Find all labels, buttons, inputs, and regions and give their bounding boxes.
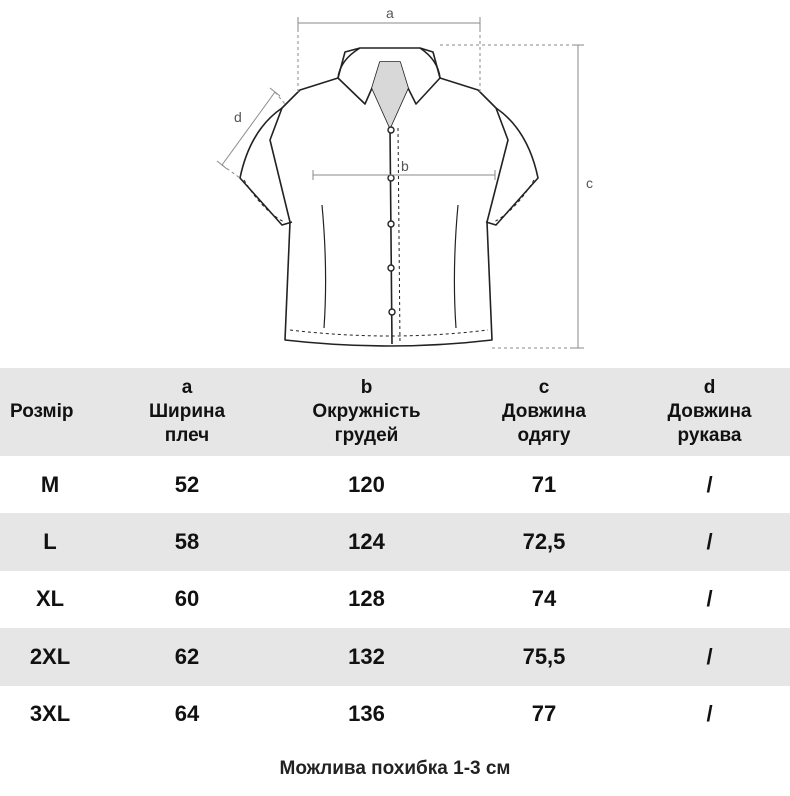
cell-b: 124 <box>348 529 385 555</box>
table-row <box>0 513 790 570</box>
table-row <box>0 628 790 685</box>
cell-b: 136 <box>348 701 385 727</box>
shirt-measurement-diagram <box>0 0 790 360</box>
button-5 <box>389 309 395 315</box>
measure-c-label: c <box>586 175 593 191</box>
cell-a: 60 <box>174 586 200 612</box>
measure-a-label: a <box>386 5 394 21</box>
cell-a: 64 <box>174 701 200 727</box>
cell-d: / <box>706 701 713 727</box>
cell-b: 128 <box>348 586 385 612</box>
cell-c: 72,5 <box>522 529 566 555</box>
cell-size: M <box>40 471 60 497</box>
header-line1: Окружність <box>312 401 421 422</box>
measure-d-line <box>222 92 275 165</box>
button-1 <box>388 127 394 133</box>
header-letter: b <box>360 377 373 398</box>
measure-b-label: b <box>401 158 409 174</box>
cell-c: 74 <box>531 586 557 612</box>
cell-d: / <box>706 471 713 497</box>
measure-d-label: d <box>234 109 242 125</box>
header-col-b <box>274 368 459 456</box>
header-size-label: Розмір <box>10 401 74 422</box>
cell-a: 52 <box>174 471 200 497</box>
header-line2: рукава <box>677 425 742 446</box>
button-4 <box>388 265 394 271</box>
cell-d: / <box>706 586 713 612</box>
header-size <box>0 368 100 456</box>
cell-d: / <box>706 529 713 555</box>
header-line1: Довжина <box>502 401 586 422</box>
cell-d: / <box>706 643 713 669</box>
cell-size: 2XL <box>29 643 71 669</box>
header-line1: Ширина <box>148 401 226 422</box>
header-line2: грудей <box>334 425 399 446</box>
table-header-row <box>0 368 790 456</box>
header-col-d <box>629 368 790 456</box>
header-line2: плеч <box>164 425 210 446</box>
cell-a: 58 <box>174 529 200 555</box>
cell-b: 120 <box>348 471 385 497</box>
button-3 <box>388 221 394 227</box>
table-row <box>0 571 790 628</box>
table-row <box>0 686 790 743</box>
header-letter: a <box>181 377 193 398</box>
cell-c: 77 <box>531 701 557 727</box>
button-2 <box>388 175 394 181</box>
header-letter: c <box>538 377 550 398</box>
header-col-c <box>459 368 629 456</box>
cell-size: L <box>43 529 57 555</box>
header-letter: d <box>703 377 716 398</box>
cell-c: 75,5 <box>522 643 566 669</box>
cell-size: XL <box>35 586 65 612</box>
header-line1: Довжина <box>667 401 752 422</box>
cell-b: 132 <box>348 643 385 669</box>
collar-inner-fill <box>372 62 408 128</box>
cell-size: 3XL <box>29 701 71 727</box>
header-col-a <box>100 368 274 456</box>
header-line2: одягу <box>517 425 571 446</box>
table-row <box>0 456 790 513</box>
cell-c: 71 <box>531 471 557 497</box>
cell-a: 62 <box>174 643 200 669</box>
size-table <box>0 368 790 743</box>
error-margin-note: Можлива похибка 1-3 см <box>279 758 511 779</box>
